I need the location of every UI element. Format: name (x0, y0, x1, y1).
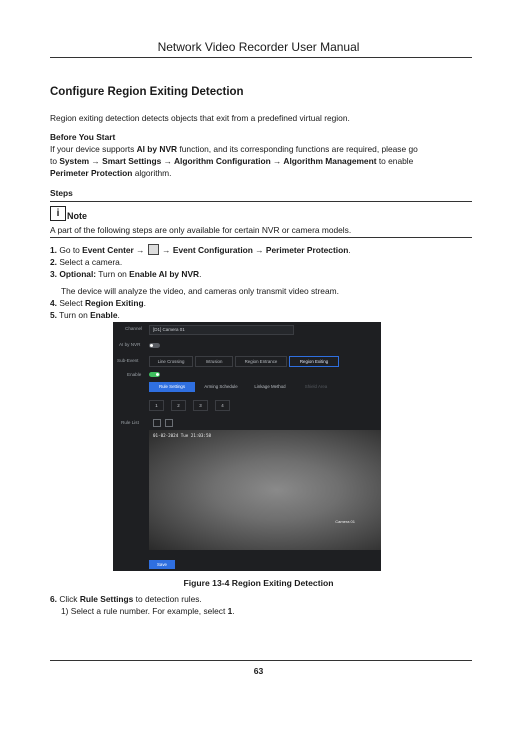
live-video-preview[interactable] (149, 430, 381, 550)
rule-list-label: Rule List (121, 420, 139, 425)
rule-number-3[interactable]: 3 (193, 400, 208, 411)
before-line-1: If your device supports AI by NVR function, and its corresponding functions are required, please go (50, 144, 418, 154)
header-rule (50, 57, 472, 58)
tab-shield-area[interactable]: Shield Area (304, 384, 328, 389)
sub-event-region-entrance[interactable]: Region Entrance (235, 356, 287, 367)
sub-event-line-crossing[interactable]: Line Crossing (149, 356, 193, 367)
before-line-2: to System → Smart Settings → Algorithm Configuration → Algorithm Management to enable (50, 156, 414, 166)
sub-event-intrusion[interactable]: Intrusion (195, 356, 233, 367)
page-number: 63 (253, 666, 264, 676)
figure-caption: Figure 13-4 Region Exiting Detection (183, 578, 334, 588)
delete-icon[interactable] (165, 419, 173, 427)
steps-title: Steps (50, 188, 73, 198)
step-3: 3. Optional: Turn on Enable AI by NVR. (50, 269, 202, 279)
step-6: 6. Click Rule Settings to detection rules. (50, 594, 202, 604)
note-top-rule (50, 201, 472, 202)
rule-number-1[interactable]: 1 (149, 400, 164, 411)
channel-label: Channel (125, 326, 143, 331)
before-line-3: Perimeter Protection algorithm. (50, 168, 172, 178)
osd-timestamp: 01-02-2024 Tue 21:03:58 (153, 433, 211, 438)
footer-rule (50, 660, 472, 661)
rule-number-4[interactable]: 4 (215, 400, 230, 411)
event-center-icon (148, 244, 159, 255)
note-text: A part of the following steps are only available for certain NVR or camera models. (50, 225, 352, 235)
running-header: Network Video Recorder User Manual (157, 40, 360, 54)
tab-linkage-method[interactable]: Linkage Method (254, 384, 286, 389)
tab-arming-schedule[interactable]: Arming Schedule (204, 384, 238, 389)
save-button[interactable]: Save (149, 560, 175, 569)
sub-event-region-exiting[interactable]: Region Exiting (289, 356, 339, 367)
section-title: Configure Region Exiting Detection (50, 86, 244, 98)
step-5: 5. Turn on Enable. (50, 310, 120, 320)
step-2: 2. Select a camera. (50, 257, 123, 267)
ai-by-nvr-label: AI by NVR (119, 342, 141, 347)
note-bottom-rule (50, 237, 472, 238)
camera-name-overlay: Camera 01 (335, 519, 355, 524)
step-1: 1. Go to Event Center → → Event Configuration → Perimeter Protection. (50, 245, 351, 255)
note-icon: i (50, 206, 66, 221)
step-6-substep-1: 1) Select a rule number. For example, select 1. (61, 606, 235, 616)
step-4: 4. Select Region Exiting. (50, 298, 146, 308)
region-exiting-screenshot (113, 322, 381, 571)
note-label: Note (67, 211, 87, 221)
draw-icon[interactable] (153, 419, 161, 427)
enable-label: Enable (127, 372, 142, 377)
channel-select[interactable]: [D1] Camera 01 (149, 325, 294, 335)
tab-rule-settings[interactable]: Rule Settings (149, 382, 195, 392)
intro-paragraph: Region exiting detection detects objects that exit from a predefined virtual region. (50, 113, 350, 123)
enable-toggle[interactable] (149, 372, 160, 377)
sub-event-label: Sub-Event (117, 358, 139, 363)
ai-by-nvr-toggle[interactable] (149, 343, 160, 348)
before-you-start-title: Before You Start (50, 132, 116, 142)
step-3-subtext: The device will analyze the video, and cameras only transmit video stream. (61, 286, 339, 296)
rule-number-2[interactable]: 2 (171, 400, 186, 411)
